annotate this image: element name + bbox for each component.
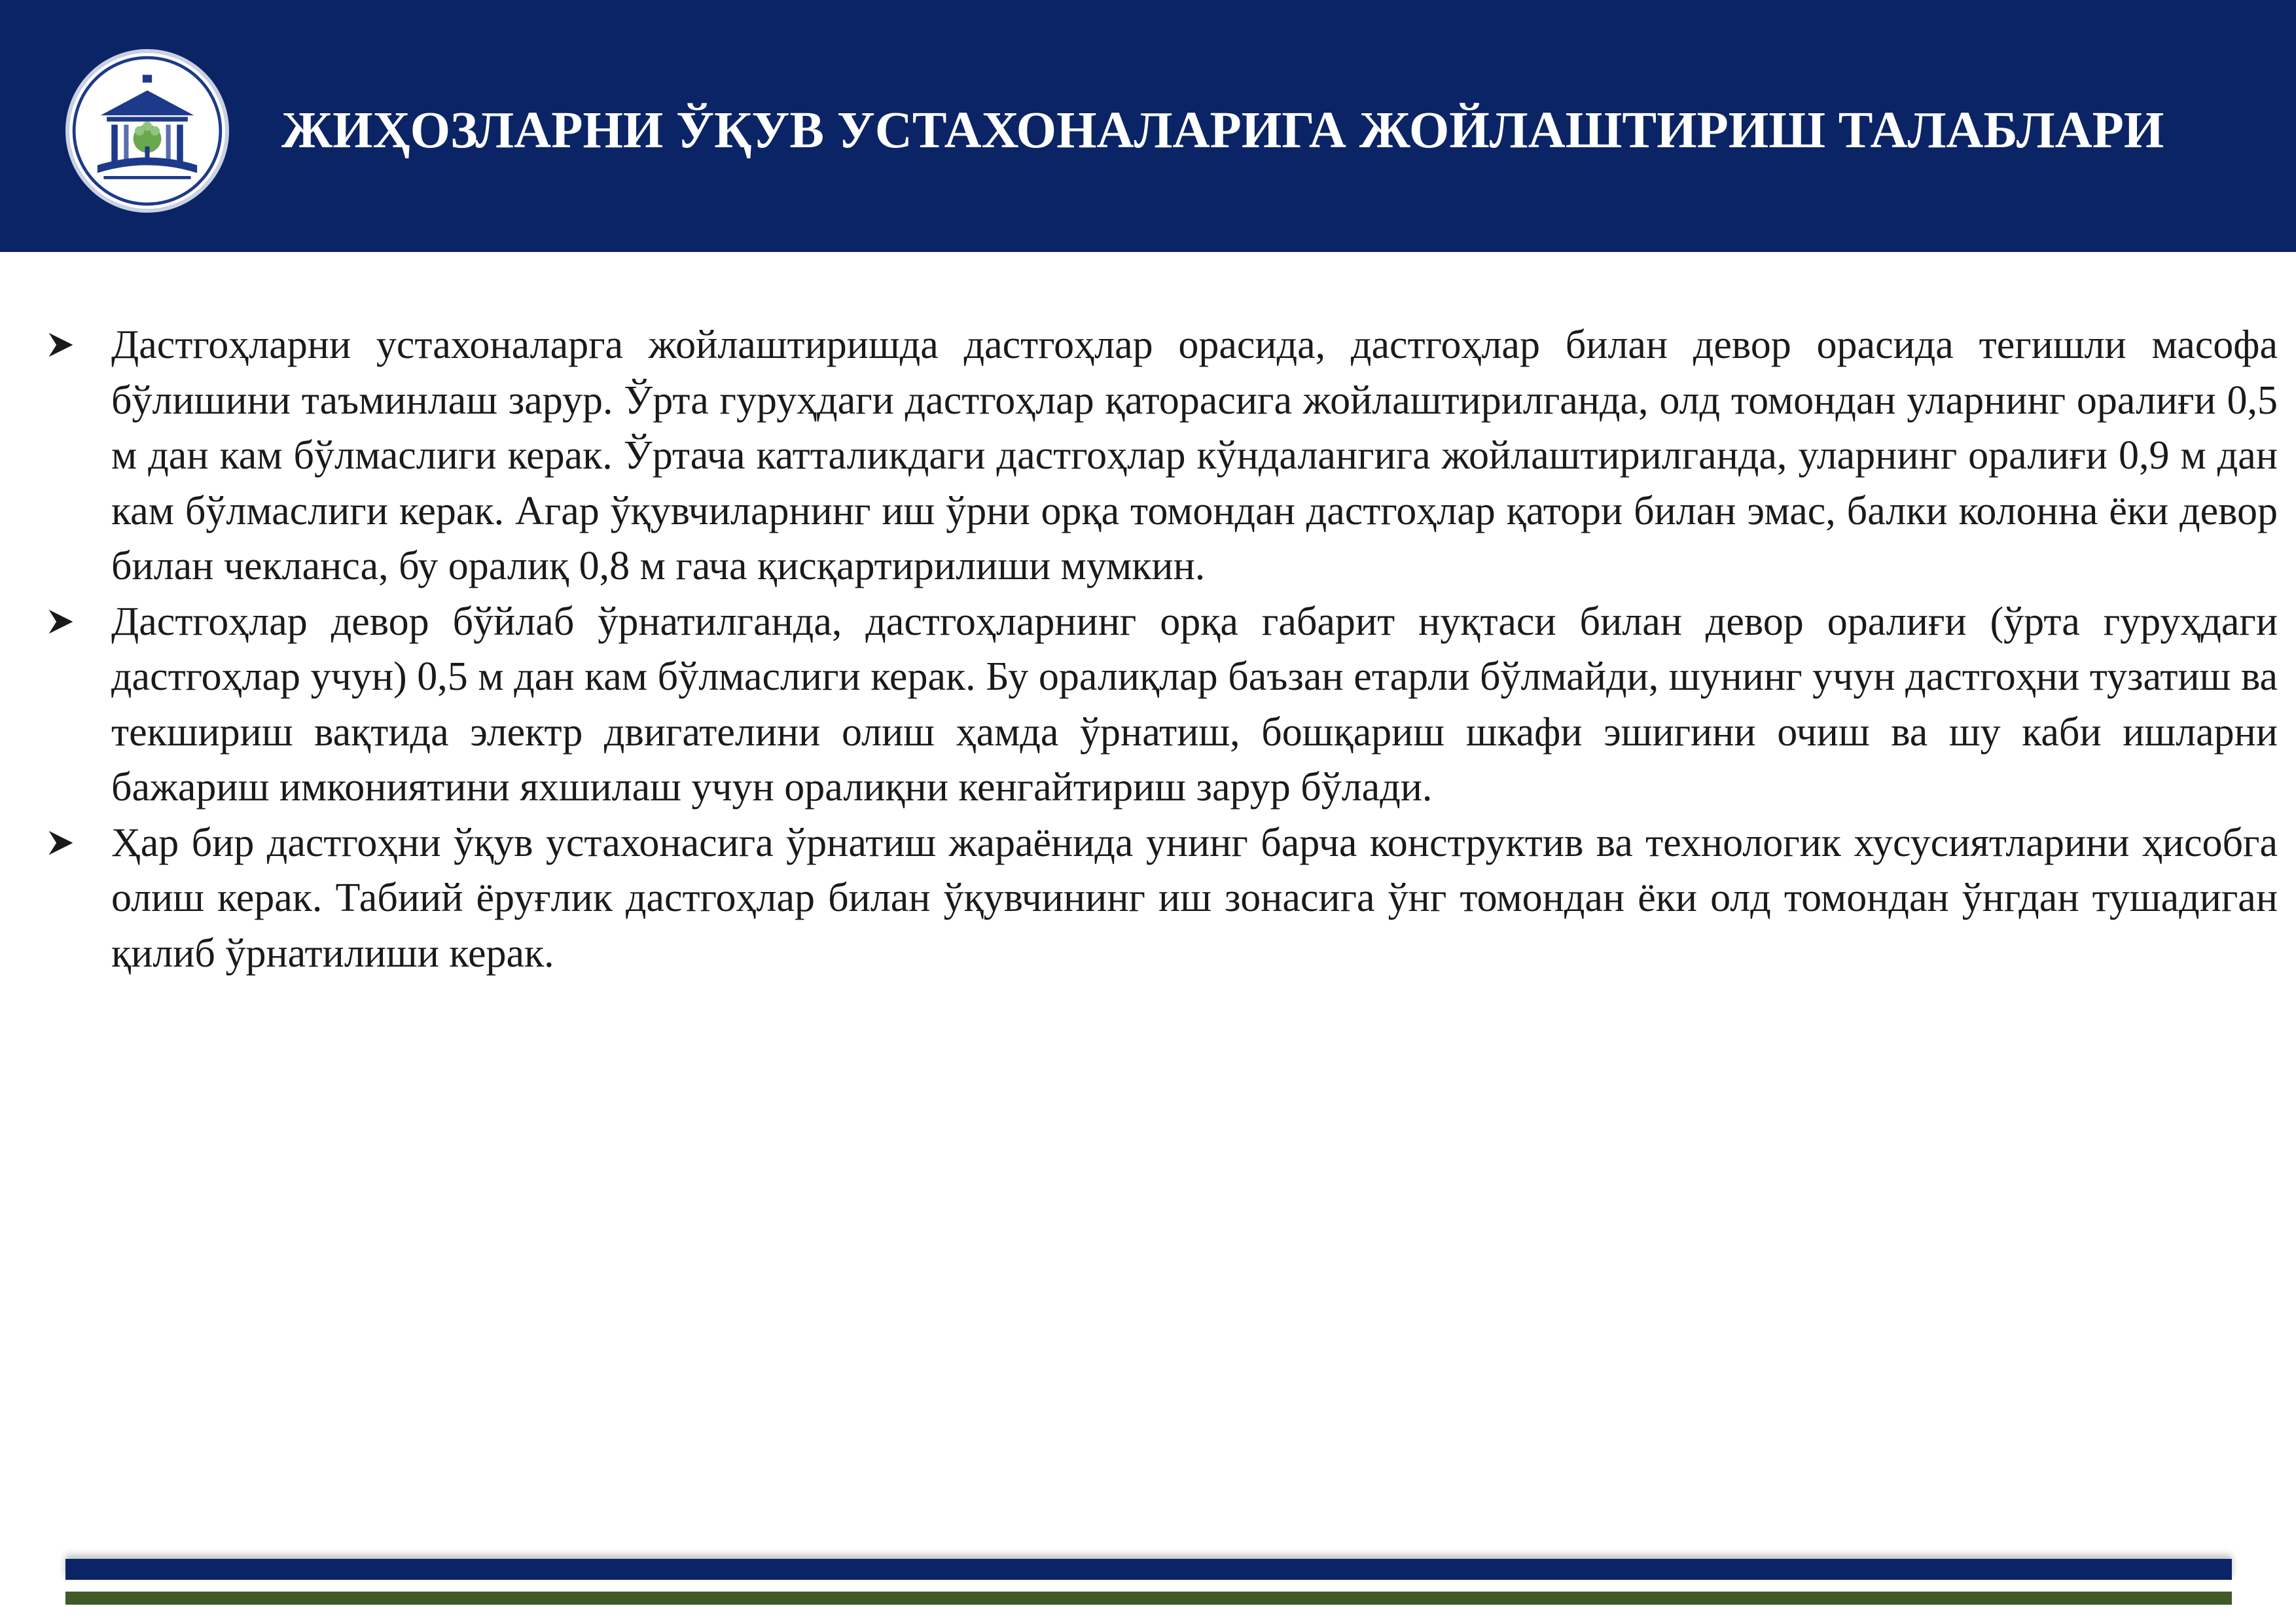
list-item (46, 815, 2278, 982)
list-item-text: Дастгоҳлар девор бўйлаб ўрнатилганда, дастгоҳларнинг орқа габарит нуқтаси билан девор оралиғи (ўрта гуруҳдаги дастгоҳлар учун) 0,5 м дан кам бўлмаслиги керак. Бу оралиқлар баъзан етарли бўлмайди, шунинг учун дастгоҳни тузатиш ва текшириш вақтида электр двигателини олиш ҳамда ўрнатиш, бошқариш шкафи эшигини очиш ва шу каби ишларни бажариш имкониятини яхшилаш учун оралиқни кенгайтириш зарур бўлади. (111, 599, 2278, 810)
list-item-text: Дастгоҳларни устахоналарга жойлаштиришда дастгоҳлар орасида, дастгоҳлар билан девор орасида тегишли масофа бўлишини таъминлаш зарур. Ўрта гуруҳдаги дастгоҳлар қаторасига жойлаштирилганда, олд томондан уларнинг оралиғи 0,5 м дан кам бўлмаслиги керак. Ўртача катталикдаги дастгоҳлар кўндалангига жойлаштирилганда, уларнинг оралиғи 0,9 м дан кам бўлмаслиги керак. Агар ўқувчиларнинг иш ўрни орқа томондан дастгоҳлар қатори билан эмас, балки колонна ёки девор билан чекланса, бу оралиқ 0,8 м гача қисқартирилиши мумкин. (111, 323, 2278, 588)
list-item (46, 594, 2278, 815)
arrowhead-bullet-icon (46, 815, 111, 870)
logo-emblem (69, 53, 225, 209)
institution-logo-icon (65, 49, 229, 213)
list-item-text: Ҳар бир дастгоҳни ўқув устахонасига ўрнатиш жараёнида унинг барча конструктив ва технологик хусусиятларини ҳисобга олиш керак. Табиий ёруғлик дастгоҳлар билан ўқувчининг иш зонасига ўнг томондан ёки олд томондан ўнгдан тушадиган қилиб ўрнатилиши керак. (111, 820, 2278, 976)
footer-rule-green (65, 1592, 2232, 1605)
list-item (46, 317, 2278, 594)
bullet-list (46, 317, 2278, 981)
arrowhead-bullet-icon (46, 317, 111, 372)
header-banner (0, 0, 2296, 252)
arrowhead-bullet-icon (46, 594, 111, 649)
footer-rule-blue (65, 1559, 2232, 1580)
page-title: ЖИҲОЗЛАРНИ ЎҚУВ УСТАХОНАЛАРИГА ЖОЙЛАШТИРИШ ТАЛАБЛАРИ (281, 102, 2164, 159)
